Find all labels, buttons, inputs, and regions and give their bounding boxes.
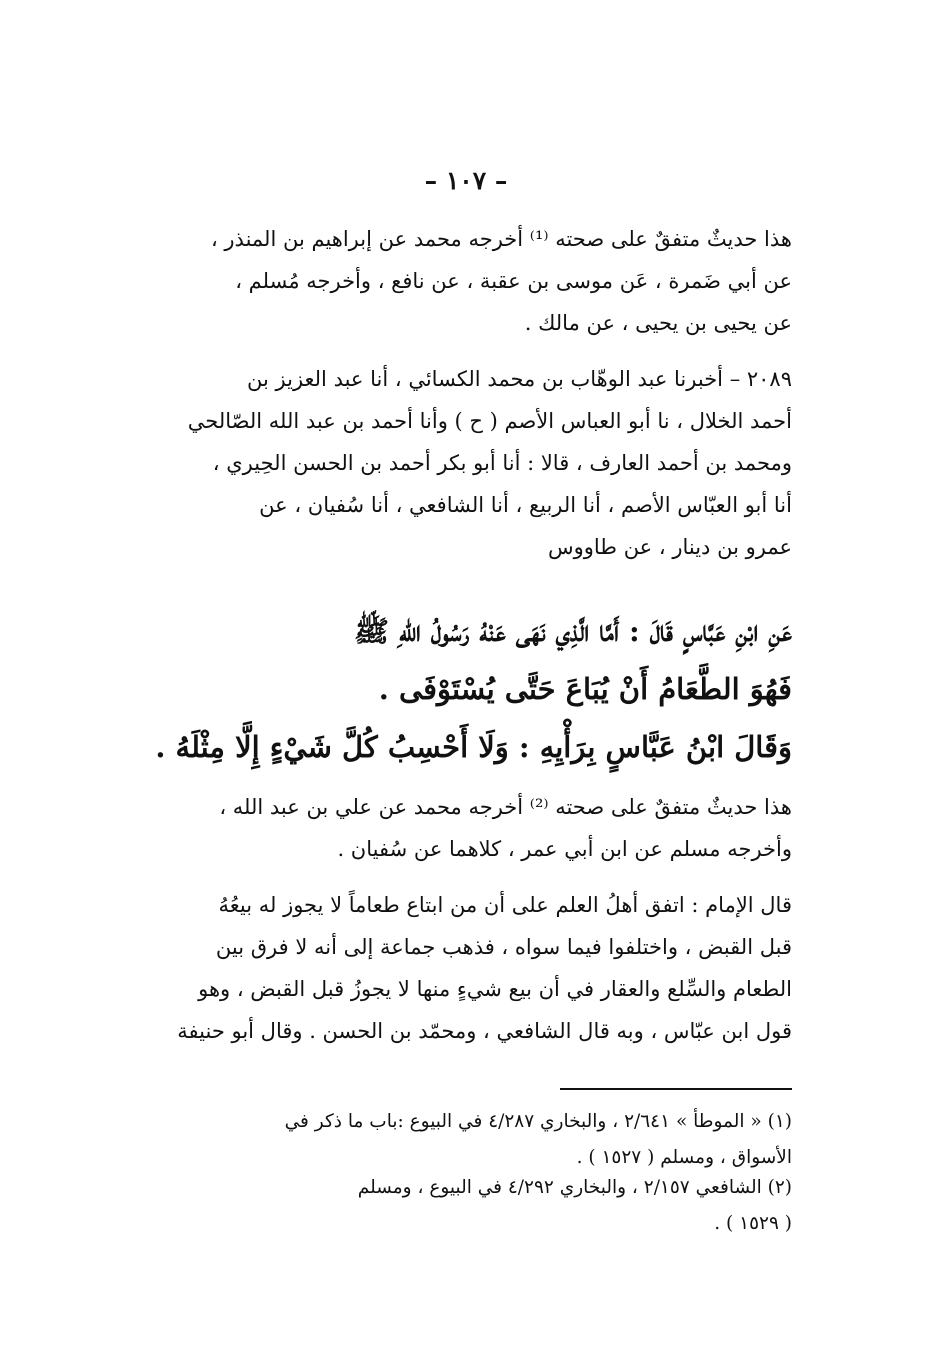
footnote-line: (٢) الشافعي ٢/١٥٧ ، والبخاري ٤/٢٩٢ في البيوع ، ومسلم [357,1177,792,1198]
text-line: قال الإمام : اتفق أهلُ العلم على أن من ابتاع طعاماً لا يجوز له بيعُهُ [218,893,792,917]
text-line: ٢٠٨٩ – أخبرنا عبد الوهّاب بن محمد الكسائي ، أنا عبد العزيز بن [247,367,792,391]
page-number: – ١٠٧ – [424,166,508,195]
paragraph-hadith-grading-2 [150,786,792,870]
paragraph-isnad-2089 [150,358,792,568]
text-line: أحمد الخلال ، نا أبو العباس الأصم ( ح ) وأنا أحمد بن عبد الله الصّالحي [187,409,792,433]
footnote-line: ( ١٥٢٩ ) . [714,1213,792,1234]
footnote-divider [560,1088,792,1090]
footnote-2 [150,1170,792,1242]
text-line: هذا حديثٌ متفقٌ على صحته ⁽²⁾ أخرجه محمد عن علي بن عبد الله ، [219,795,792,819]
paragraph-hadith-grading-1 [150,218,792,344]
hadith-line: عَنِ ابْنِ عَبَّاسٍ قَالَ : أَمَّا الَّذِي نَهَى عَنْهُ رَسُولُ اللهِ ﷺ [353,614,792,648]
hadith-line: فَهُوَ الطَّعَامُ أَنْ يُبَاعَ حَتَّى يُسْتَوْفَى . [378,672,792,706]
text-line: عن أبي ضَمرة ، عَن موسى بن عقبة ، عن نافع ، وأخرجه مُسلم ، [235,269,792,293]
text-line: قبل القبض ، واختلفوا فيما سواه ، فذهب جماعة إلى أنه لا فرق بين [215,935,792,959]
text-line: أنا أبو العبّاس الأصم ، أنا الربيع ، أنا الشافعي ، أنا سُفيان ، عن [259,493,792,517]
text-line: الطعام والسِّلع والعقار في أن بيع شيءٍ منها لا يجوزُ قبل القبض ، وهو [198,977,792,1001]
text-line: ومحمد بن أحمد العارف ، قالا : أنا أبو بكر أحمد بن الحسن الحِيري ، [212,451,792,475]
hadith-text [150,602,792,776]
text-line: وأخرجه مسلم عن ابن أبي عمر ، كلاهما عن سُفيان . [337,837,792,861]
text-line: عن يحيى بن يحيى ، عن مالك . [524,311,792,335]
text-line: عمرو بن دينار ، عن طاووس [547,535,792,559]
hadith-line: وَقَالَ ابْنُ عَبَّاسٍ بِرَأْيِهِ : وَلَا أَحْسِبُ كُلَّ شَيْءٍ إِلَّا مِثْلَهُ . [155,730,792,764]
footnote-line: (١) « الموطأ » ٢/٦٤١ ، والبخاري ٤/٢٨٧ في البيوع :باب ما ذكر في [284,1111,792,1132]
footnote-line: الأسواق ، ومسلم ( ١٥٢٧ ) . [576,1147,792,1168]
footnote-1 [150,1104,792,1176]
text-line: هذا حديثٌ متفقٌ على صحته ⁽¹⁾ أخرجه محمد عن إبراهيم بن المنذر ، [210,227,792,251]
paragraph-imam-commentary [150,884,792,1052]
text-line: قول ابن عبّاس ، وبه قال الشافعي ، ومحمّد بن الحسن . وقال أبو حنيفة [177,1019,792,1043]
